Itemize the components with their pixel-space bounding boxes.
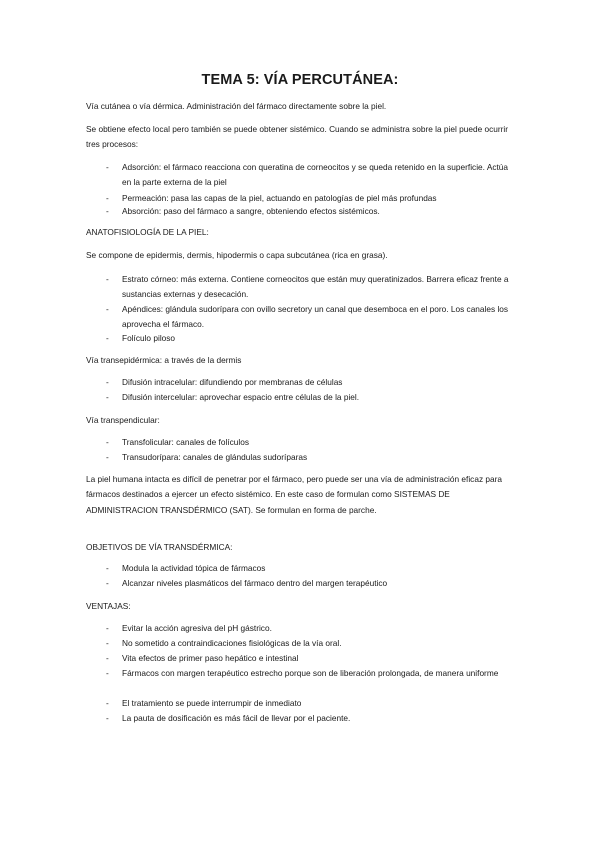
list-item <box>106 160 510 191</box>
list-item-text: Permeación: pasa las capas de la piel, actuando en patologías de piel más profundas <box>122 193 437 203</box>
list-item <box>106 390 510 405</box>
list-dash: - <box>106 304 109 314</box>
list-dash: - <box>106 333 109 343</box>
list-dash: - <box>106 668 109 678</box>
list-item <box>106 375 510 390</box>
list-item <box>106 302 510 333</box>
list-dash: - <box>106 377 109 387</box>
list-dash: - <box>106 638 109 648</box>
intro-paragraph: Vía cutánea o vía dérmica. Administración del fármaco directamente sobre la piel. <box>86 101 387 111</box>
list-dash: - <box>106 162 109 172</box>
list-item <box>106 696 510 711</box>
list-item <box>106 666 510 681</box>
list-dash: - <box>106 452 109 462</box>
anatomy-heading: ANATOFISIOLOGÍA DE LA PIEL: <box>86 227 209 237</box>
list-item-text: Modula la actividad tópica de fármacos <box>122 563 266 573</box>
list-item <box>106 450 510 465</box>
list-dash: - <box>106 653 109 663</box>
list-item-text: Evitar la acción agresiva del pH gástrico. <box>122 623 272 633</box>
list-item <box>106 651 510 666</box>
list-item <box>106 621 510 636</box>
list-item-text: No sometido a contraindicaciones fisiológicas de la vía oral. <box>122 638 342 648</box>
list-item-text: Estrato córneo: más externa. Contiene corneocitos que están muy queratinizados. Barrera eficaz frente a sustancias externas y desecación. <box>122 274 509 300</box>
list-item <box>106 711 510 726</box>
list-dash: - <box>106 578 109 588</box>
list-item-text: Vita efectos de primer paso hepático e intestinal <box>122 653 299 663</box>
list-item-text: Transfolicular: canales de folículos <box>122 437 249 447</box>
list-item-text: Difusión intracelular: difundiendo por membranas de células <box>122 377 343 387</box>
list-item <box>106 636 510 651</box>
list-item <box>106 331 510 346</box>
list-item-text: Folículo piloso <box>122 333 176 343</box>
list-item <box>106 204 510 219</box>
list-item-text: Alcanzar niveles plasmáticos del fármaco dentro del margen terapéutico <box>122 578 388 588</box>
list-item <box>106 435 510 450</box>
list-item <box>106 561 510 576</box>
list-dash: - <box>106 392 109 402</box>
list-dash: - <box>106 274 109 284</box>
list-dash: - <box>106 193 109 203</box>
objectives-heading: OBJETIVOS DE VÍA TRANSDÉRMICA: <box>86 542 233 552</box>
list-dash: - <box>106 623 109 633</box>
list-item-text: Transudorípara: canales de glándulas sudoríparas <box>122 452 308 462</box>
list-item <box>106 576 510 591</box>
advantages-heading: VENTAJAS: <box>86 601 131 611</box>
processes-paragraph: Se obtiene efecto local pero también se puede obtener sistémico. Cuando se administra sobre la piel puede ocurrir tres procesos: <box>86 124 509 150</box>
list-item-text: Absorción: paso del fármaco a sangre, obteniendo efectos sistémicos. <box>122 206 380 216</box>
transepidermal-heading: Vía transepidérmica: a través de la dermis <box>86 355 242 365</box>
sat-paragraph: La piel humana intacta es difícil de penetrar por el fármaco, pero puede ser una vía de administración eficaz para fármacos destinados a ejercer un efecto sistémico. En este caso de formulan como SISTEMAS DE ADMINISTRACION TRANSDÉRMICO (SAT). Se formulan en forma de parche. <box>86 474 503 515</box>
list-dash: - <box>106 437 109 447</box>
list-item-text: Adsorción: el fármaco reacciona con queratina de corneocitos y se queda retenido en la superficie. Actúa en la parte externa de la piel <box>122 162 509 188</box>
list-dash: - <box>106 713 109 723</box>
list-item <box>106 272 510 303</box>
transappendageal-heading: Vía transpendicular: <box>86 415 160 425</box>
document-title: TEMA 5: VÍA PERCUTÁNEA: <box>201 72 399 88</box>
list-item-text: Fármacos con margen terapéutico estrecho porque son de liberación prolongada, de manera uniforme <box>122 668 499 678</box>
list-item-text: El tratamiento se puede interrumpir de inmediato <box>122 698 302 708</box>
anatomy-paragraph: Se compone de epidermis, dermis, hipodermis o capa subcutánea (rica en grasa). <box>86 250 388 260</box>
list-item-text: Apéndices: glándula sudorípara con ovillo secretory un canal que desemboca en el poro. Los canales los aprovecha el fármaco. <box>122 304 509 330</box>
list-item-text: La pauta de dosificación es más fácil de llevar por el paciente. <box>122 713 351 723</box>
list-dash: - <box>106 563 109 573</box>
list-dash: - <box>106 698 109 708</box>
list-item-text: Difusión intercelular: aprovechar espacio entre células de la piel. <box>122 392 360 402</box>
list-dash: - <box>106 206 109 216</box>
